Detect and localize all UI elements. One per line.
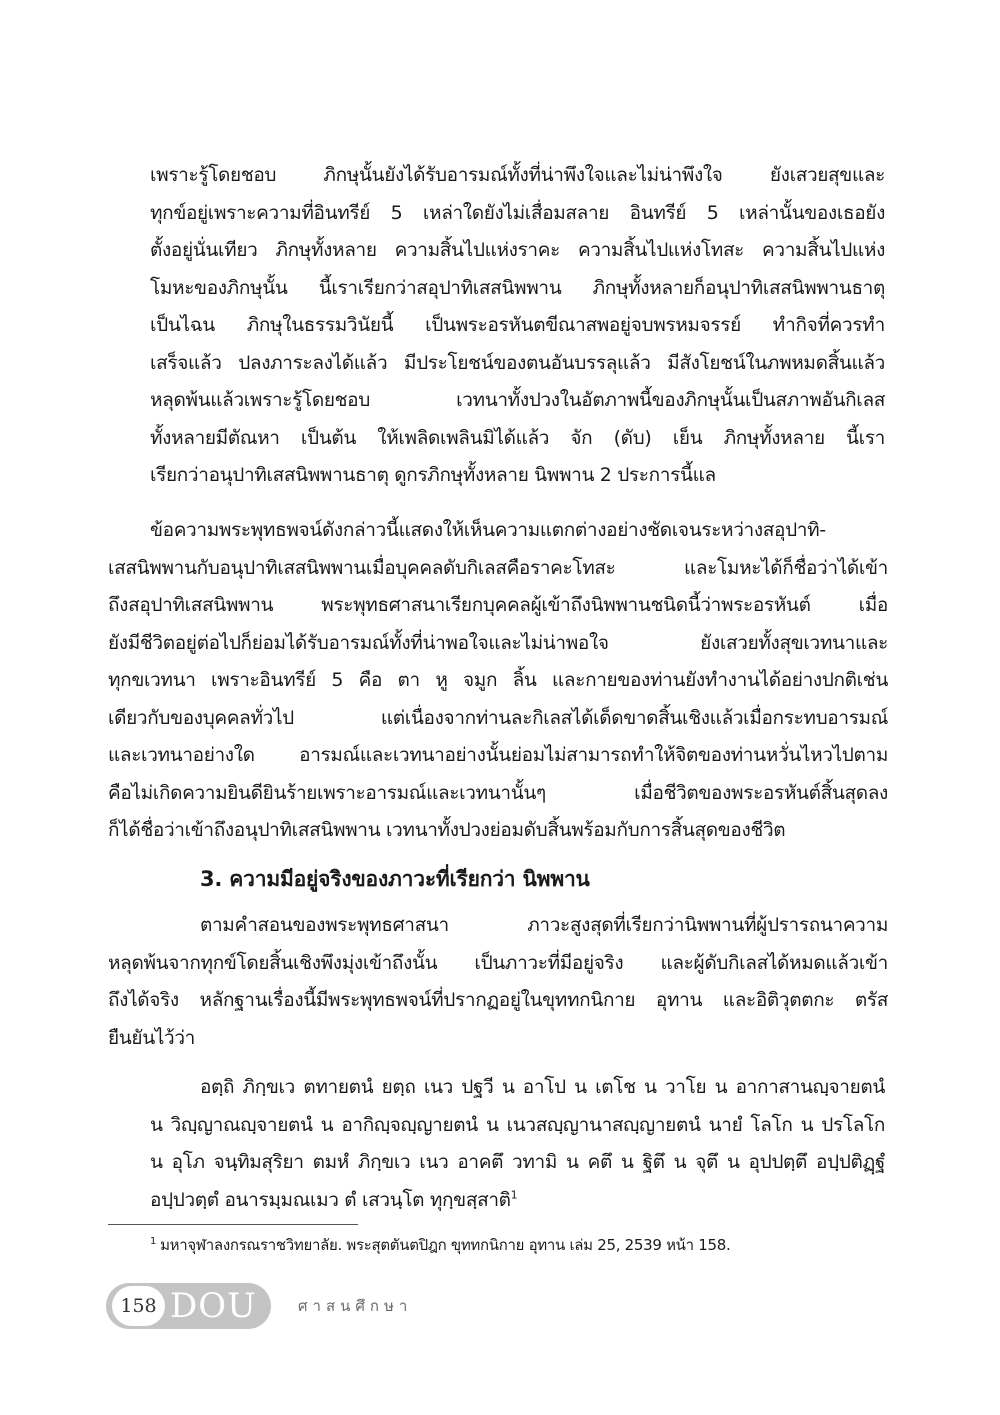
quote-line: เสร็จแล้ว ปลงภาระลงได้แล้ว มีประโยชน์ของตนอันบรรลุแล้ว มีสังโยชน์ในภพหมดสิ้นแล้ว	[150, 351, 885, 374]
pali-line-text: อปฺปวตฺตํ อนารมฺมณเมว ตํ เสวนฺโต ทุกฺขสฺสาติ	[150, 1188, 511, 1211]
quote-line: หลุดพ้นแล้วเพราะรู้โดยชอบ เวทนาทั้งปวงในอัตภาพนี้ของภิกษุนั้นเป็นสภาพอันกิเลส	[150, 389, 885, 411]
paragraph-line: ทุกขเวทนา เพราะอินทรีย์ 5 คือ ตา หู จมูก ลิ้น และกายของท่านยังทำงานได้อย่างปกติเช่น	[108, 669, 888, 691]
footnote	[150, 1233, 730, 1257]
quote-line: เป็นไฉน ภิกษุในธรรมวินัยนี้ เป็นพระอรหันตขีณาสพอยู่จบพรหมจรรย์ ทำกิจที่ควรทำ	[150, 314, 885, 336]
quote-line: ทุกข์อยู่เพราะความที่อินทรีย์ 5 เหล่าใดยังไม่เสื่อมสลาย อินทรีย์ 5 เหล่านั้นของเธอยัง	[150, 201, 885, 224]
quote-line: ตั้งอยู่นั่นเทียว ภิกษุทั้งหลาย ความสิ้นไปแห่งราคะ ความสิ้นไปแห่งโทสะ ความสิ้นไปแห่ง	[150, 239, 885, 261]
quote-line: เพราะรู้โดยชอบ ภิกษุนั้นยังได้รับอารมณ์ทั้งที่น่าพึงใจและไม่น่าพึงใจ ยังเสวยสุขและ	[150, 164, 885, 186]
pali-line: น อุโภ จนฺทิมสุริยา ตมหํ ภิกฺขเว เนว อาคตึ วทามิ น คตึ น ฐิตึ น จุตึ น อุปปตฺตึ อปฺปติฏฺฐํ	[150, 1151, 885, 1173]
pali-line: อตฺถิ ภิกฺขเว ตทายตนํ ยตฺถ เนว ปฐวี น อาโป น เตโช น วาโย น อากาสานญฺจายตนํ	[200, 1076, 885, 1098]
paragraph-line: ตามคำสอนของพระพุทธศาสนา ภาวะสูงสุดที่เรียกว่านิพพานที่ผู้ปรารถนาความ	[200, 914, 888, 936]
quote-line: โมหะของภิกษุนั้น นี้เราเรียกว่าสอุปาทิเสสนิพพาน ภิกษุทั้งหลายก็อนุปาทิเสสนิพพานธาตุ	[150, 276, 885, 299]
buddha-quote-nibbana-elements	[150, 157, 885, 495]
section-heading: 3. ความมีอยู่จริงของภาวะที่เรียกว่า นิพพาน	[200, 867, 590, 891]
quote-line: เรียกว่าอนุปาทิเสสนิพพานธาตุ ดูกรภิกษุทั้งหลาย นิพพาน 2 ประการนี้แล	[150, 464, 716, 486]
paragraph-line: ยังมีชีวิตอยู่ต่อไปก็ย่อมได้รับอารมณ์ทั้งที่น่าพอใจและไม่น่าพอใจ ยังเสวยทั้งสุขเวทนาและ	[108, 631, 888, 654]
pali-line	[150, 1182, 885, 1220]
paragraph-line: หลุดพ้นจากทุกข์โดยสิ้นเชิงพึงมุ่งเข้าถึงนั้น เป็นภาวะที่มีอยู่จริง และผู้ดับกิเลสได้หมดแล้วเข้า	[108, 951, 888, 974]
dou-logo: DOU	[170, 1286, 257, 1326]
paragraph-line: คือไม่เกิดความยินดียินร้ายเพราะอารมณ์และเวทนานั้นๆ เมื่อชีวิตของพระอรหันต์สิ้นสุดลง	[108, 781, 888, 804]
paragraph-line: ถึงสอุปาทิเสสนิพพาน พระพุทธศาสนาเรียกบุคคลผู้เข้าถึงนิพพานชนิดนี้ว่าพระอรหันต์ เมื่อ	[108, 594, 888, 616]
paragraph-line: เดียวกับของบุคคลทั่วไป แต่เนื่องจากท่านละกิเลสได้เด็ดขาดสิ้นเชิงแล้วเมื่อกระทบอารมณ์	[108, 706, 888, 729]
paragraph-line: และเวทนาอย่างใด อารมณ์และเวทนาอย่างนั้นย่อมไม่สามารถทำให้จิตของท่านหวั่นไหวไปตาม	[108, 744, 888, 766]
page-number: 158	[112, 1286, 165, 1326]
explanation-paragraph	[108, 512, 888, 850]
paragraph-line: ก็ได้ชื่อว่าเข้าถึงอนุปาทิเสสนิพพาน เวทนาทั้งปวงย่อมดับสิ้นพร้อมกับการสิ้นสุดของชีวิต	[108, 819, 786, 841]
quote-line: ทั้งหลายมีตัณหา เป็นต้น ให้เพลิดเพลินมิได้แล้ว จัก (ดับ) เย็น ภิกษุทั้งหลาย นี้เรา	[150, 426, 885, 449]
paragraph-line: เสสนิพพานกับอนุปาทิเสสนิพพานเมื่อบุคคลดับกิเลสคือราคะโทสะ และโมหะได้ก็ชื่อว่าได้เข้า	[108, 556, 888, 579]
footnote-divider	[108, 1224, 358, 1225]
footnote-reference[interactable]: 1	[510, 1188, 518, 1202]
pali-quote	[150, 1069, 885, 1219]
pali-line: น วิญฺญาณญฺจายตนํ น อากิญฺจญฺญายตนํ น เนวสญฺญานาสญฺญายตนํ นายํ โลโก น ปรโลโก	[150, 1113, 885, 1136]
footnote-number: 1	[150, 1236, 157, 1247]
paragraph-line: ข้อความพระพุทธพจน์ดังกล่าวนี้แสดงให้เห็นความแตกต่างอย่างชัดเจนระหว่างสอุปาทิ-	[150, 519, 826, 541]
paragraph-line: ถึงได้จริง หลักฐานเรื่องนี้มีพระพุทธพจน์ที่ปรากฏอยู่ในขุททกนิกาย อุทาน และอิติวุตตกะ ตรัส	[108, 989, 888, 1011]
paragraph-line: ยืนยันไว้ว่า	[108, 1026, 196, 1049]
course-subject: ศาสนศึกษา	[298, 1297, 413, 1315]
section-paragraph	[108, 907, 888, 1057]
footnote-text: มหาจุฬาลงกรณราชวิทยาลัย. พระสุตตันตปิฎก ขุททกนิกาย อุทาน เล่ม 25, 2539 หน้า 158.	[160, 1236, 731, 1254]
